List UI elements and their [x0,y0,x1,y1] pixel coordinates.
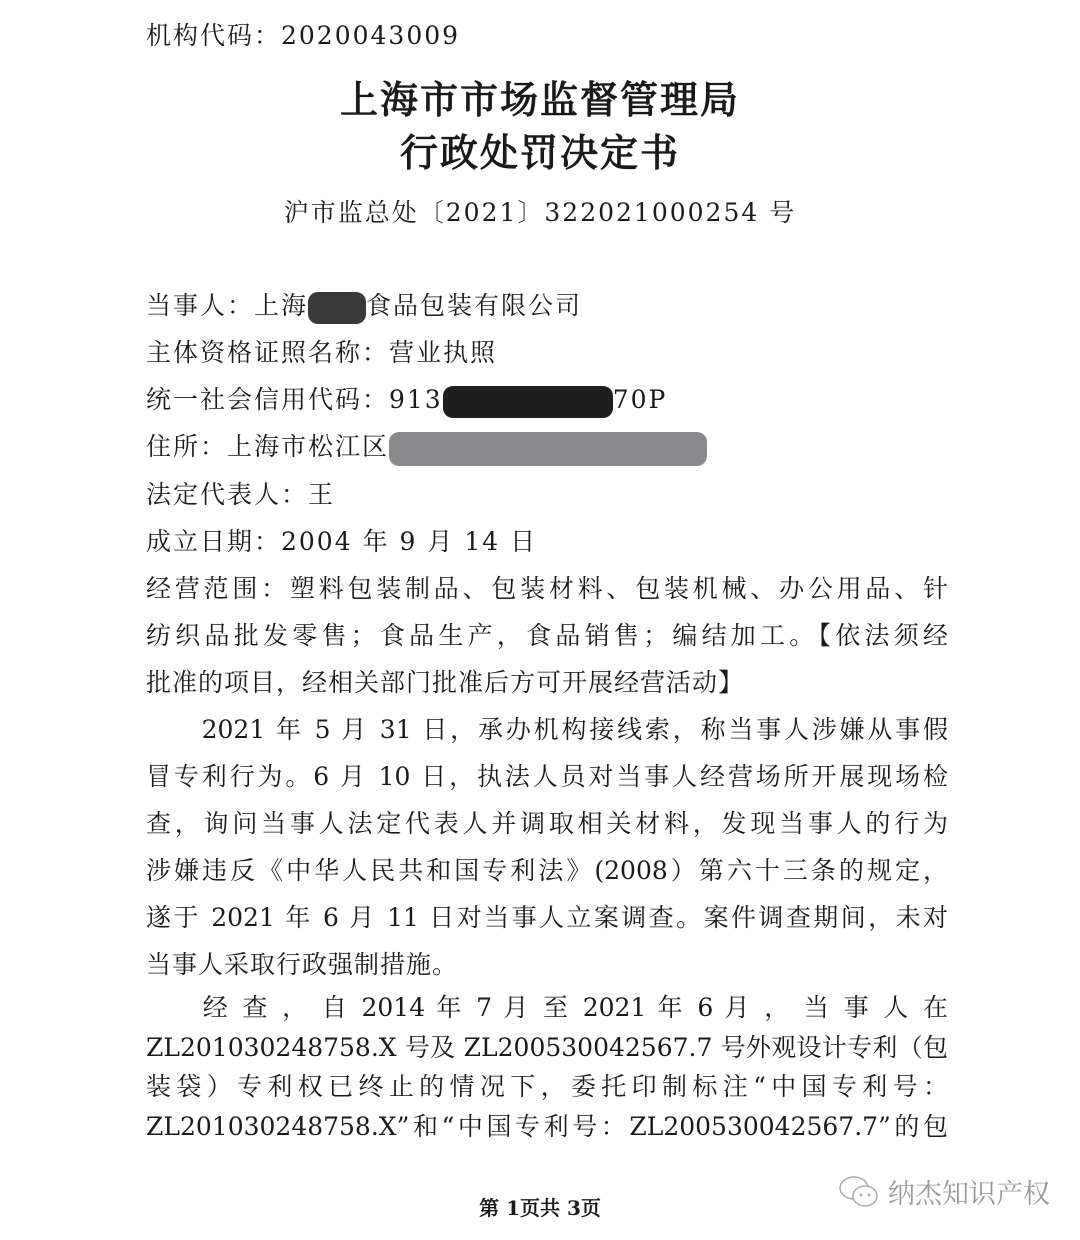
party-prefix: 当事人：上海 [146,291,309,320]
credit-code [146,384,667,418]
body-line: ZL201030248758.X”和“中国专利号：ZL200530042567.7”的包 [146,1112,948,1141]
license-name: 主体资格证照名称：营业执照 [146,338,498,367]
body-line: 遂于 2021 年 6 月 11 日对当事人立案调查。案件调查期间，未对 [146,903,948,932]
body-line: 涉嫌违反《中华人民共和国专利法》(2008）第六十三条的规定， [146,856,948,885]
founded-date: 成立日期：2004 年 9 月 14 日 [146,527,538,556]
body-line: 2021 年 5 月 31 日，承办机构接线索，称当事人涉嫌从事假 [146,715,948,744]
document-title: 行政处罚决定书 [399,131,680,175]
body-line: 经营范围：塑料包装制品、包装材料、包装机械、办公用品、针 [146,574,948,603]
credit-prefix: 统一社会信用代码：913 [146,385,443,414]
wechat-icon [838,1174,880,1210]
body-line: 装袋）专利权已终止的情况下，委托印制标注“中国专利号： [146,1072,948,1101]
body-line: 当事人采取行政强制措施。 [146,950,459,979]
body-line: 查，询问当事人法定代表人并调取相关材料，发现当事人的行为 [146,809,948,838]
legal-representative: 法定代表人：王 [146,480,336,509]
document-number: 沪市监总处〔2021〕322021000254 号 [283,198,797,227]
party-name [146,290,582,324]
redaction [443,386,613,418]
address [146,431,707,466]
page-number: 第 1页共 3页 [479,1196,601,1220]
address-prefix: 住所：上海市松江区 [146,432,390,461]
body-line: 纺织品批发零售；食品生产，食品销售；编结加工。【依法须经 [146,621,948,650]
body-line: 经 查 ， 自 2014 年 7 月 至 2021 年 6 月 ， 当 事 人 在 [146,993,948,1022]
issuer-title: 上海市市场监督管理局 [339,78,740,122]
body-line: ZL201030248758.X 号及 ZL200530042567.7 号外观设计专利（包 [146,1033,948,1062]
credit-suffix: 70P [612,385,668,414]
body-line: 冒专利行为。6 月 10 日，执法人员对当事人经营场所开展现场检 [146,762,948,791]
redaction [389,432,707,466]
watermark-text: 纳杰知识产权 [888,1179,1050,1210]
party-suffix: 食品包装有限公司 [366,291,583,320]
org-code: 机构代码：2020043009 [146,21,461,50]
body-line: 批准的项目，经相关部门批准后方可开展经营活动】 [146,668,745,697]
redaction [308,292,366,324]
watermark [838,1172,1050,1211]
